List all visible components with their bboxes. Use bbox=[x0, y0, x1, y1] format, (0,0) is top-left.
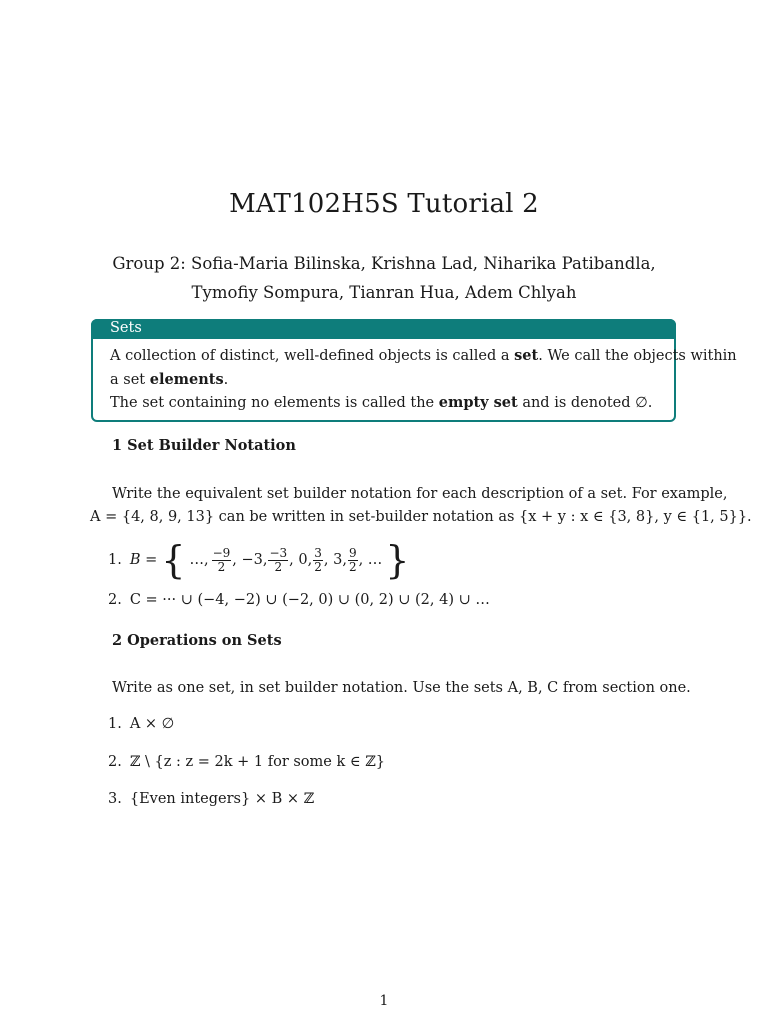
author-list bbox=[0, 249, 768, 307]
term-empty-set: empty set bbox=[438, 394, 518, 411]
section-1-heading: 1 Set Builder Notation bbox=[112, 437, 296, 454]
fraction-neg-3-over-2: $\frac{-3}{2}$ bbox=[269, 545, 288, 574]
section-2-item-1 bbox=[108, 716, 174, 732]
term-set: set bbox=[514, 347, 539, 364]
section-1-item-2 bbox=[108, 592, 490, 608]
item-number: 2. bbox=[108, 754, 122, 770]
fraction-neg-9-over-2: $\frac{-9}{2}$ bbox=[212, 545, 231, 574]
definition-box-title: Sets bbox=[110, 320, 142, 336]
section-2-item-3 bbox=[108, 791, 314, 807]
item-expression: A × ∅ bbox=[129, 716, 175, 732]
set-c-expression: C = ··· ∪ (−4, −2) ∪ (−2, 0) ∪ (0, 2) ∪ (2, 4) ∪ … bbox=[129, 592, 490, 608]
item-number: 1. bbox=[108, 716, 122, 732]
item-expression: {Even integers} × B × ℤ bbox=[129, 791, 315, 807]
page-number: 1 bbox=[379, 993, 389, 1009]
set-b-lhs: B = bbox=[129, 552, 158, 568]
section-2-heading: 2 Operations on Sets bbox=[112, 632, 282, 649]
definition-box-header bbox=[91, 319, 676, 339]
section-2-intro: Write as one set, in set builder notation. Use the sets A, B, C from section one. bbox=[112, 680, 691, 696]
definition-line-2: a set elements. bbox=[110, 371, 229, 388]
fraction-9-over-2: $\frac{9}{2}$ bbox=[348, 545, 357, 574]
section-1-item-1: 1. B = { …, $\frac{-9}{2}$ , −3, $\frac{-3}{2}$ , 0, $\frac{3}{2}$ , 3, $\frac{9}{2}$ , … } bbox=[108, 538, 410, 582]
definition-line-3: The set containing no elements is called the empty set and is denoted ∅. bbox=[110, 394, 653, 411]
left-brace: { bbox=[161, 538, 186, 582]
item-number: 1. bbox=[108, 552, 122, 568]
fraction-3-over-2: $\frac{3}{2}$ bbox=[314, 545, 322, 574]
section-2-item-2 bbox=[108, 754, 385, 770]
section-1-intro-line-2: A = {4, 8, 9, 13} can be written in set-builder notation as {x + y : x ∈ {3, 8}, y ∈ {1, 5}}. bbox=[90, 509, 752, 525]
author-line-2: Tymofiy Sompura, Tianran Hua, Adem Chlyah bbox=[191, 283, 577, 302]
item-expression: ℤ \ {z : z = 2k + 1 for some k ∈ ℤ} bbox=[129, 754, 386, 770]
document-title: MAT102H5S Tutorial 2 bbox=[229, 189, 539, 219]
definition-line-1: A collection of distinct, well-defined objects is called a set. We call the objects within bbox=[110, 347, 737, 364]
author-line-1: Group 2: Sofia-Maria Bilinska, Krishna Lad, Niharika Patibandla, bbox=[112, 254, 656, 273]
item-number: 3. bbox=[108, 791, 122, 807]
right-brace: } bbox=[385, 538, 410, 582]
item-number: 2. bbox=[108, 592, 122, 608]
term-elements: elements bbox=[149, 371, 224, 388]
section-1-intro-line-1: Write the equivalent set builder notation for each description of a set. For example, bbox=[112, 486, 728, 502]
